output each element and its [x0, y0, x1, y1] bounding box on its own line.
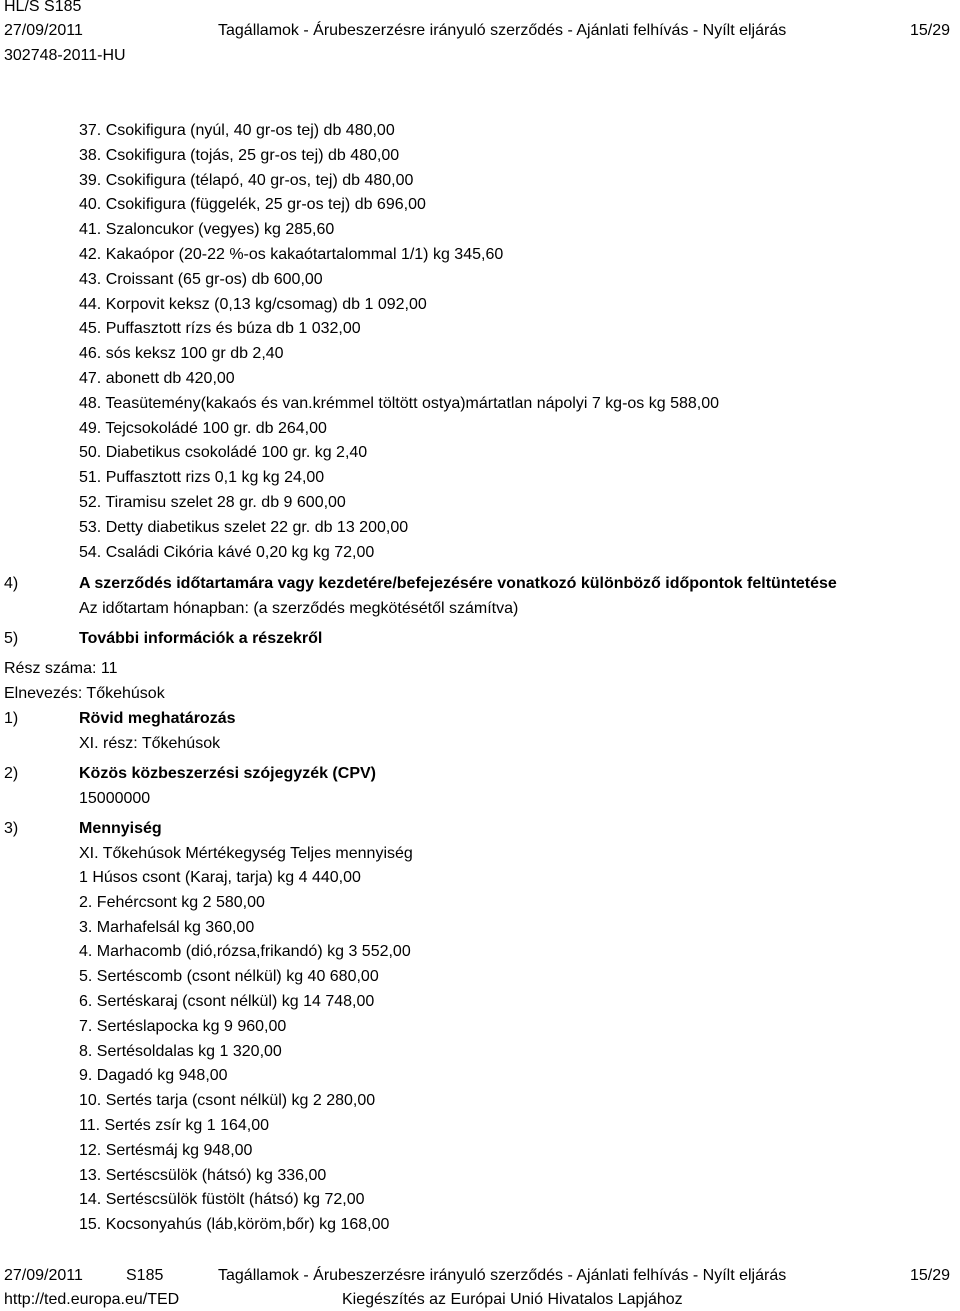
list-item: 9. Dagadó kg 948,00	[79, 1067, 228, 1085]
list-item: 4. Marhacomb (dió,rózsa,frikandó) kg 3 552,00	[79, 943, 411, 961]
footer-series: S185	[126, 1267, 164, 1284]
sub-2-number: 2)	[4, 765, 19, 782]
list-item: 12. Sertésmáj kg 948,00	[79, 1141, 253, 1159]
list-item: 47. abonett db 420,00	[79, 370, 235, 387]
sub-1-heading: Rövid meghatározás	[79, 710, 236, 727]
list-item: 10. Sertés tarja (csont nélkül) kg 2 280,00	[79, 1092, 376, 1110]
section-5-number: 5)	[4, 630, 19, 647]
list-item: 7. Sertéslapocka kg 9 960,00	[79, 1017, 287, 1035]
header-title: Tagállamok - Árubeszerzésre irányuló szerződés - Ajánlati felhívás - Nyílt eljárás	[218, 22, 787, 39]
header-page-number: 15/29	[910, 22, 951, 39]
list-item: 42. Kakaópor (20-22 %-os kakaótartalommal 1/1) kg 345,60	[79, 246, 504, 263]
sub-3-heading: Mennyiség	[79, 820, 162, 837]
list-item: 8. Sertésoldalas kg 1 320,00	[79, 1042, 282, 1060]
list-item: 46. sós keksz 100 gr db 2,40	[79, 345, 284, 363]
sub-3-text: XI. Tőkehúsok Mértékegység Teljes mennyiség	[79, 845, 413, 862]
list-item: 39. Csokifigura (télapó, 40 gr-os, tej) db 480,00	[79, 171, 414, 189]
list-item: 49. Tejcsokoládé 100 gr. db 264,00	[79, 419, 327, 437]
list-item: 52. Tiramisu szelet 28 gr. db 9 600,00	[79, 494, 346, 511]
footer-supplement: Kiegészítés az Európai Unió Hivatalos Lapjához	[342, 1291, 683, 1308]
list-item: 41. Szaloncukor (vegyes) kg 285,60	[79, 221, 335, 239]
list-item: 38. Csokifigura (tojás, 25 gr-os tej) db 480,00	[79, 146, 400, 164]
list-item: 1 Húsos csont (Karaj, tarja) kg 4 440,00	[79, 869, 361, 886]
list-item: 14. Sertéscsülök füstölt (hátsó) kg 72,00	[79, 1191, 365, 1209]
section-4-text: Az időtartam hónapban: (a szerződés megkötésétől számítva)	[79, 600, 519, 617]
list-item: 43. Croissant (65 gr-os) db 600,00	[79, 270, 323, 288]
sub-2-heading: Közös közbeszerzési szójegyzék (CPV)	[79, 765, 376, 782]
header-doc-id: 302748-2011-HU	[4, 47, 126, 64]
list-item: 37. Csokifigura (nyúl, 40 gr-os tej) db 480,00	[79, 122, 395, 139]
header-date: 27/09/2011	[4, 22, 83, 39]
section-4-heading: A szerződés időtartamára vagy kezdetére/befejezésére vonatkozó különböző időpontok feltüntetése	[79, 575, 837, 592]
section-5-heading: További információk a részekről	[79, 630, 323, 647]
list-item: 11. Sertés zsír kg 1 164,00	[79, 1117, 270, 1134]
list-item: 50. Diabetikus csokoládé 100 gr. kg 2,40	[79, 444, 368, 462]
list-item: 2. Fehércsont kg 2 580,00	[79, 893, 265, 911]
list-item: 54. Családi Cikória kávé 0,20 kg kg 72,00	[79, 543, 375, 561]
sub-2-text: 15000000	[79, 790, 151, 807]
list-item: 6. Sertéskaraj (csont nélkül) kg 14 748,00	[79, 993, 375, 1010]
list-item: 40. Csokifigura (függelék, 25 gr-os tej) db 696,00	[79, 196, 426, 214]
part-name: Elnevezés: Tőkehúsok	[4, 685, 165, 702]
sub-1-text: XI. rész: Tőkehúsok	[79, 735, 221, 752]
list-item: 13. Sertéscsülök (hátsó) kg 336,00	[79, 1166, 327, 1184]
list-item: 44. Korpovit keksz (0,13 kg/csomag) db 1 092,00	[79, 295, 427, 313]
footer-page-number: 15/29	[910, 1267, 951, 1284]
sub-3-number: 3)	[4, 820, 19, 837]
list-item: 51. Puffasztott rizs 0,1 kg kg 24,00	[79, 469, 325, 487]
list-item: 5. Sertéscomb (csont nélkül) kg 40 680,00	[79, 968, 379, 986]
list-item: 15. Kocsonyahús (láb,köröm,bőr) kg 168,00	[79, 1216, 390, 1234]
footer-url-link[interactable]: http://ted.europa.eu/TED	[4, 1291, 180, 1308]
list-item: 45. Puffasztott rízs és búza db 1 032,00	[79, 320, 361, 338]
footer-date: 27/09/2011	[4, 1267, 83, 1284]
part-number: Rész száma: 11	[4, 660, 118, 677]
sub-1-number: 1)	[4, 710, 19, 727]
footer-title: Tagállamok - Árubeszerzésre irányuló szerződés - Ajánlati felhívás - Nyílt eljárás	[218, 1267, 787, 1284]
section-4-number: 4)	[4, 575, 19, 592]
list-item: 3. Marhafelsál kg 360,00	[79, 918, 255, 936]
list-item: 48. Teasütemény(kakaós és van.krémmel töltött ostya)mártatlan nápolyi 7 kg-os kg 588,00	[79, 394, 720, 412]
header-series: HL/S S185	[4, 0, 82, 15]
list-item: 53. Detty diabetikus szelet 22 gr. db 13 200,00	[79, 518, 409, 536]
